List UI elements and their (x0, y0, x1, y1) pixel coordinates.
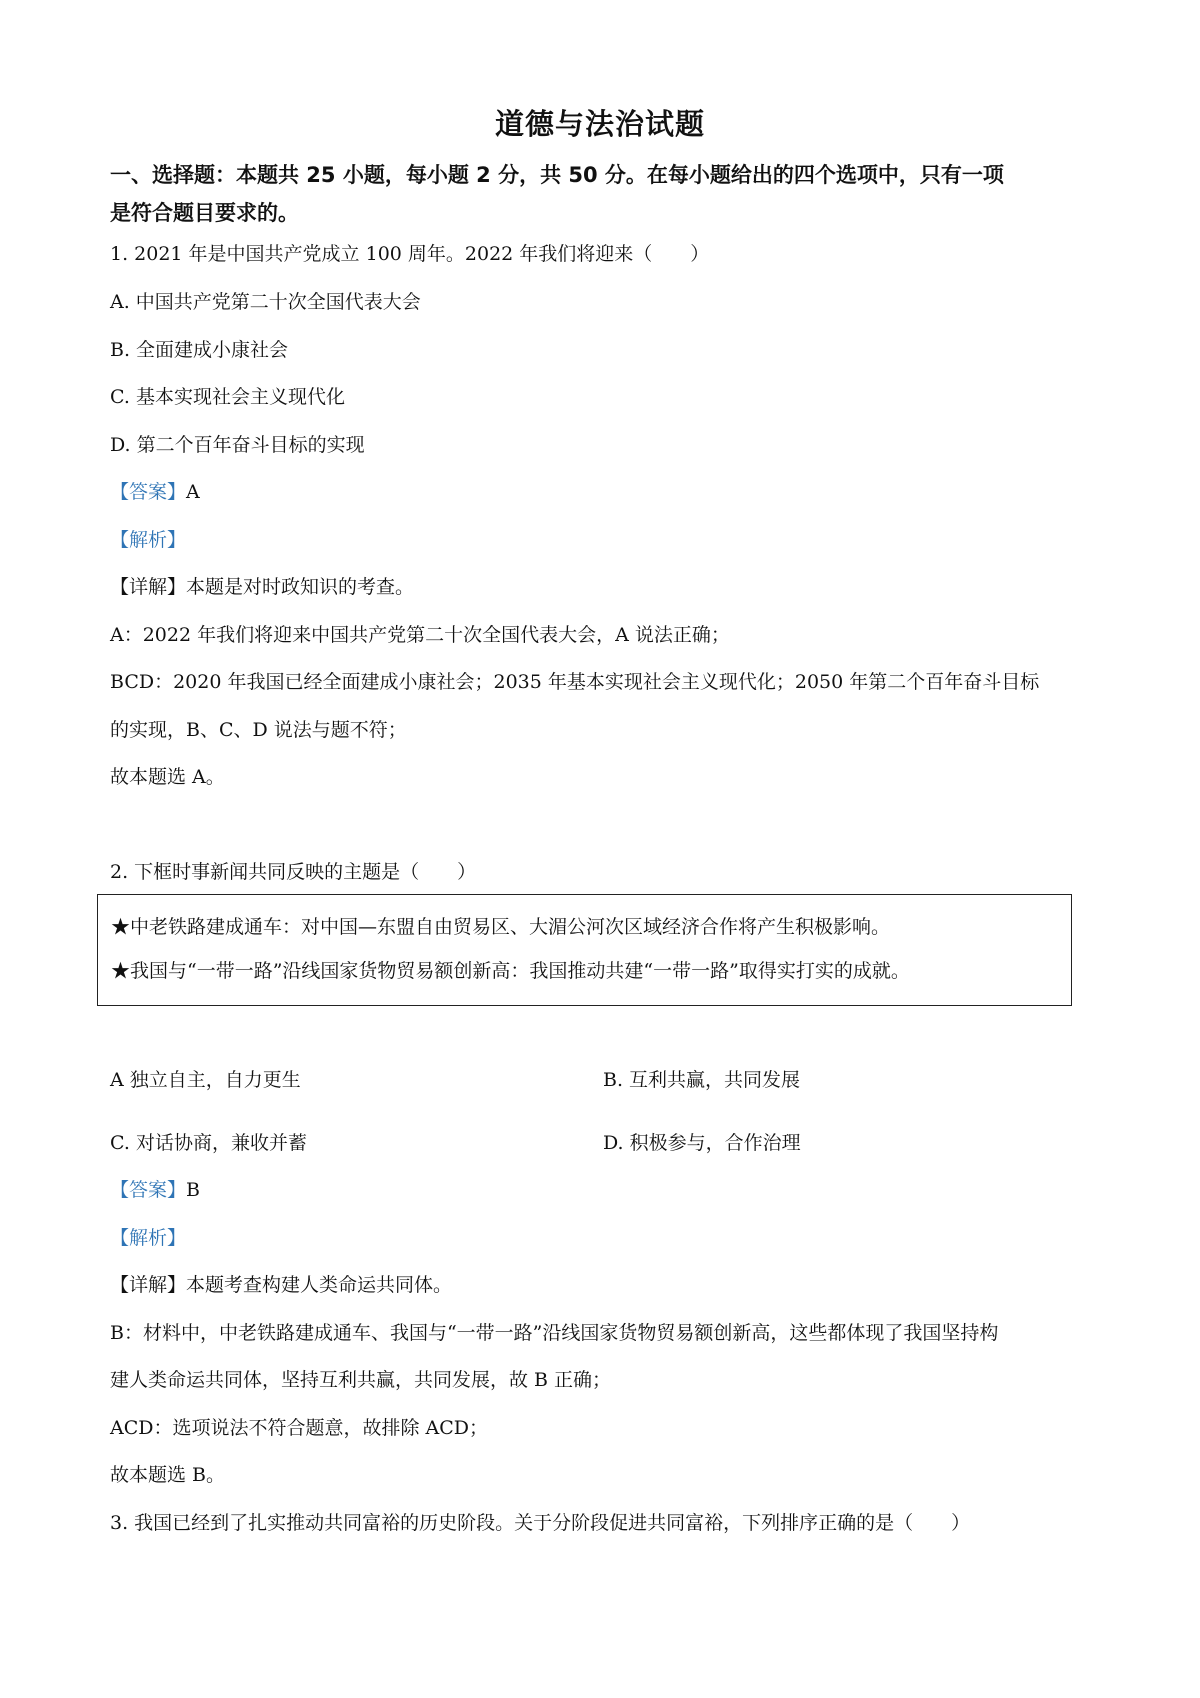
q1-answer-tag: 【答案】 (110, 481, 187, 503)
news-item-1: ★中老铁路建成通车：对中国—东盟自由贸易区、大湄公河次区域经济合作将产生积极影响。 (111, 916, 891, 938)
q1-analysis-tag: 【解析】 (110, 529, 187, 551)
q1-option-a: A. 中国共产党第二十次全国代表大会 (110, 291, 421, 313)
q1-option-b: B. 全面建成小康社会 (110, 339, 289, 361)
q2-option-a: A 独立自主，自力更生 (110, 1069, 301, 1091)
q2-detail-tag: 【详解】 (110, 1274, 187, 1296)
q1-answer-value: A (186, 481, 200, 503)
section-heading (110, 156, 1100, 232)
q2-detail (110, 1271, 452, 1299)
q2-explanation-line-3: ACD：选项说法不符合题意，故排除 ACD； (110, 1417, 489, 1439)
q1-explanation-line-1: A：2022 年我们将迎来中国共产党第二十次全国代表大会，A 说法正确； (110, 624, 730, 646)
q2-option-b: B. 互利共赢，共同发展 (603, 1069, 801, 1091)
q1-detail-tag: 【详解】 (110, 576, 187, 598)
q2-explanation-line-1: B：材料中，中老铁路建成通车、我国与“一带一路”沿线国家货物贸易额创新高，这些都体现了我国坚持构 (110, 1322, 999, 1344)
section-heading-line-1: 一、选择题：本题共 25 小题，每小题 2 分，共 50 分。在每小题给出的四个选项中，只有一项 (110, 163, 1004, 187)
q2-answer-tag: 【答案】 (110, 1179, 187, 1201)
section-heading-line-2: 是符合题目要求的。 (110, 201, 299, 225)
q1-stem: 1. 2021 年是中国共产党成立 100 周年。2022 年我们将迎来（ ） (110, 243, 710, 265)
q1-conclusion: 故本题选 A。 (110, 766, 225, 788)
news-item-2: ★我国与“一带一路”沿线国家货物贸易额创新高：我国推动共建“一带一路”取得实打实的成就。 (111, 960, 910, 982)
page-title: 道德与法治试题 (494, 107, 705, 141)
q1-option-d: D. 第二个百年奋斗目标的实现 (110, 434, 365, 456)
q3-stem: 3. 我国已经到了扎实推动共同富裕的历史阶段。关于分阶段促进共同富裕，下列排序正确的是（ ） (110, 1512, 971, 1534)
q2-detail-text: 本题考查构建人类命运共同体。 (186, 1274, 453, 1296)
q2-conclusion: 故本题选 B。 (110, 1464, 226, 1486)
q2-option-d: D. 积极参与，合作治理 (603, 1132, 801, 1154)
q1-detail-text: 本题是对时政知识的考查。 (186, 576, 415, 598)
q1-explanation-line-3: 的实现，B、C、D 说法与题不符； (110, 719, 407, 741)
q1-option-c: C. 基本实现社会主义现代化 (110, 386, 345, 408)
q2-answer (110, 1176, 200, 1204)
q2-answer-value: B (186, 1179, 200, 1201)
q1-answer (110, 478, 200, 506)
q1-detail (110, 573, 414, 601)
q2-stem: 2. 下框时事新闻共同反映的主题是（ ） (110, 861, 477, 883)
q2-explanation-line-2: 建人类命运共同体，坚持互利共赢，共同发展，故 B 正确； (110, 1369, 612, 1391)
news-box (97, 894, 1072, 1006)
q2-option-c: C. 对话协商，兼收并蓄 (110, 1132, 307, 1154)
q2-analysis-tag: 【解析】 (110, 1227, 187, 1249)
q1-explanation-line-2: BCD：2020 年我国已经全面建成小康社会；2035 年基本实现社会主义现代化；2050 年第二个百年奋斗目标 (110, 671, 1040, 693)
